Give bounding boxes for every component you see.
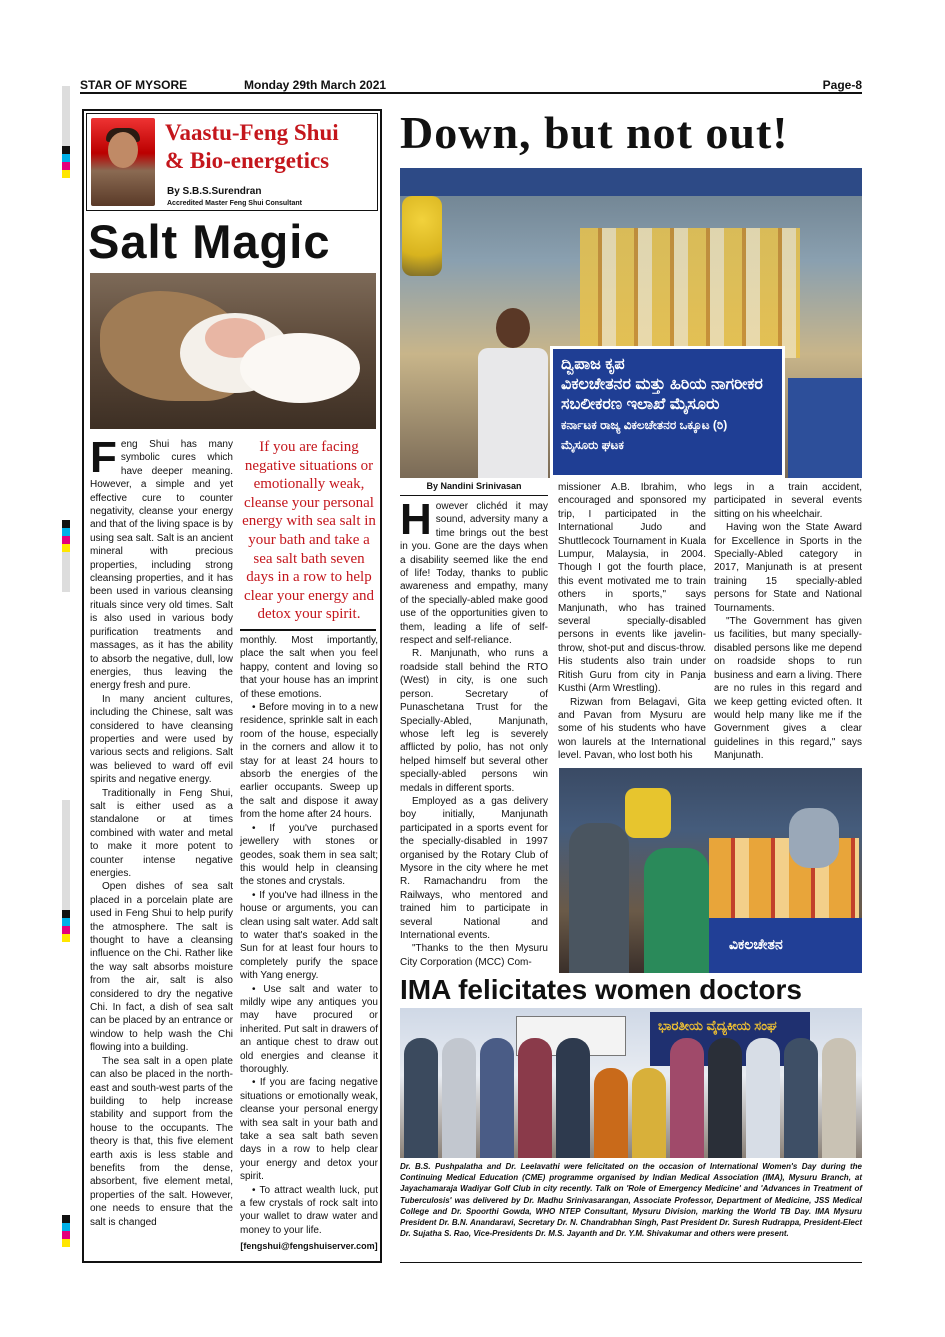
- ima-photo-caption: Dr. B.S. Pushpalatha and Dr. Leelavathi were felicitated on the occasion of International Women's Day during the Continuing Medical Education (CME) programme organised by Indian Medical Association (IMA), Mysuru Branch, at Jayachamaraja Wadiyar Golf Club in city recently. Talk on 'Role of Emergency Medicine' and 'Advances in Treatment of Tuberculosis' was delivered by Dr. Madhu Srinivasarangan, Associate Professor, Department of Medicine, JSS Medical College and Dr. Spoorthi Gowda, WHO NTEP Consultant, Mysuru Division, marking the World TB Day. IMA Mysuru President Dr. B.N. Anandaravi, Secretary Dr. N. Chandrabhan Singh, Past President Dr. Suresh Rudrappa, President-Elect Dr. Sujatha S. Rao, Vice-Presidents Dr. M.S. Jayanth and Dr. Y.M. Shivakumar and others were present.: [400, 1162, 862, 1239]
- story-col1: However clichéd it may sound, adversity many a time brings out the best in you. Gone are the days when a disability seemed like the end of life! Today, thanks to public awareness and empathy, many of the specially-abled make good use of the opportunities given to them, leading a life of self-respect and self-reliance. R. Manjunath, who runs a roadside stall behind the RTO (West) in city, is one such person. Secretary of Punaschetana Trust for the Specially-Abled, Manjunath, whose left leg is severely afflicted by polio, has not only helped himself but several other specially-abled persons win medals in different sports. Employed as a gas delivery boy initially, Manjunath participated in a sports event for the specially-disabled in 1997 organised by the Rotary Club of Mysore in the city where he met R. Ramachandru from the Railways, who mentored and trained him to participate in several National and International events. "Thanks to the then Mysuru City Corporation (MCC) Com-: [400, 495, 548, 968]
- salt-magic-headline: Salt Magic: [88, 215, 331, 268]
- students-at-stall-photo: [559, 768, 862, 973]
- story-col3: legs in a train accident, participated in several events sitting on his wheelchair. Having won the State Award for Excellence in Sports in the Specially-Abled category in 2017, Manjunath is at present training 15 specially-abled persons for State and National Tournaments. "The Government has given us facilities, but many specially-disabled persons like me depend on roadside shops to run business and earn a living. There are no rules in this regard and we keep getting evicted often. It would help many like me if the Government gives a clear guidelines in this regard," says Manjunath.: [714, 482, 862, 762]
- pull-quote: If you are facing negative situations or emotionally weak, cleanse your personal energy with sea salt in your bath and take a sea salt bath seven days in a row to help clear your energy and detox your spirit.: [242, 439, 376, 623]
- column-header: [86, 113, 378, 211]
- column-title-line1: Vaastu-Feng Shui: [165, 120, 339, 145]
- registration-marks-top: [62, 86, 70, 178]
- author-photo: [91, 118, 155, 206]
- salt-article-col1: Feng Shui has many symbolic cures which have deeper meaning. However, a simple and yet effective cure to counter negativity, cleanse your energy and that of the living space is by using sea salt. Salt is an ancient mineral with precious properties, including strong cleansing properties, and it has been used in various cleansing rituals since very old times. Salt is also used in various body purification treatments and massages, as it has the ability to absorb the negative, dull, low energies, thus leaving the energy fresh and pure. In many ancient cultures, including the Chinese, salt was considered to have cleansing properties and were used by various sects and religions. Salt was believed to ward off evil spirits and negative energy. Traditionally in Feng Shui, salt is either used as a standalone or at times combined with water and metal to make it more potent to counter intense negative energies. Open dishes of sea salt placed in a porcelain plate are used in Feng Shui to help purify the atmosphere. The salt is thought to have a cleansing influence on the Chi. Rather like the way salt absorbs moisture from the air, salt is also considered to dry the negative Chi. In fact, a dish of sea salt can be placed by an entrance or window to help wash the Chi flowing into a building. The sea salt in a open plate can also be placed in the north-east and south-west parts of the building to help increase stability and support from the house to the occupants. The theory is that, this five element earth axis is less stable and benefits from the dense, absorbent, five element metal, properties of the salt. However, one needs to ensure that the salt is changed: [90, 433, 233, 1228]
- issue-date: Monday 29th March 2021: [244, 78, 387, 92]
- column-credential: Accredited Master Feng Shui Consultant: [167, 200, 302, 207]
- salt-article-col2: monthly. Most importantly, place the salt when you feel happy, content and loving so that your house has an imprint of these emotions. • Before moving in to a new residence, sprinkle salt in each room of the house, especially in the corners and allow it to stay for at least 24 hours to absorb the energies of the earlier occupants. Sweep up the salt and dispose it away from the home after 24 hours. • If you've purchased jewellery with stones or geodes, soak them in sea salt; this would help in cleansing the stones and crystals. • If you've had illness in the house or arguments, you can clean using salt water. Add salt to water that's soaked in the Sun for at least four hours to completely purify the space with Yang energy. • Use salt and water to mildly wipe any antiques you may have procured or inherited. Put salt in drawers of an antique chest to draw out old energies and cleanse it thoroughly. • If you are facing negative situations or emotionally weak, cleanse your personal energy with sea salt in your bath and take a sea salt bath seven days in a row to help clear your energy and detox your spirit. • To attract wealth luck, put a few crystals of rock salt into your wallet to draw water and money to your life. [fengshui@fengshuiserver.com]: [240, 634, 378, 1254]
- caption-rule: [400, 1262, 862, 1263]
- story-byline: By Nandini Srinivasan: [426, 481, 522, 491]
- story-headline: Down, but not out!: [400, 107, 789, 158]
- stall-sign: ದ್ವಿಪಾಜ ಕೃಪ ವಿಕಲಚೇತನರ ಮತ್ತು ಹಿರಿಯ ನಾಗರೀಕರ ಸಬಲೀಕರಣ ಇಲಾಖೆ ಮೈಸೂರು ಕರ್ನಾಟಕ ರಾಜ್ಯ ವಿಕಲಚೇತನರ ಒಕ್ಕೂಟ (ರಿ) ಮೈಸೂರು ಘಟಕ: [550, 346, 785, 478]
- story-col2: missioner A.B. Ibrahim, who encouraged and sponsored my trip, I participated in the International Judo and Shuttlecock Tournament in Kuala Lumpur, Malaysia, in 2004. Though I got the fourth place, this event motivated me to train others in sports," says Manjunath, who has trained several specially-disabled persons in events like javelin-throw, shot-put and discus-throw. His students also train under Ritish Guru from city in Panja Kusthi (Arm Wrestling). Rizwan from Belagavi, Gita and Pavan from Mysuru are some of his students who have won laurels at the International level. Pavan, who lost both his: [558, 482, 706, 762]
- story-drop-cap: H: [400, 495, 432, 544]
- drop-cap: F: [90, 433, 117, 482]
- roadside-stall-photo: [400, 168, 862, 478]
- registration-marks-low: [62, 800, 70, 942]
- ima-group-photo: [400, 1008, 862, 1158]
- ima-headline: IMA felicitates women doctors: [400, 974, 802, 1005]
- registration-marks-bottom: [62, 1215, 70, 1247]
- column-byline: By S.B.S.Surendran: [167, 186, 262, 197]
- paper-name: STAR OF MYSORE: [80, 78, 188, 92]
- author-email: [fengshui@fengshuiserver.com]: [240, 1241, 378, 1252]
- salt-photo: [90, 273, 376, 429]
- pull-quote-rule: [240, 629, 376, 631]
- masthead: [80, 78, 862, 94]
- stall-board-text: ವಿಕಲಚೇತನ: [709, 918, 862, 973]
- ima-banner: ಭಾರತೀಯ ವೈದ್ಯಕೀಯ ಸಂಘ: [650, 1012, 810, 1066]
- page-number: Page-8: [822, 78, 862, 92]
- column-title-line2: & Bio-energetics: [165, 148, 330, 173]
- registration-marks-mid: [62, 520, 70, 592]
